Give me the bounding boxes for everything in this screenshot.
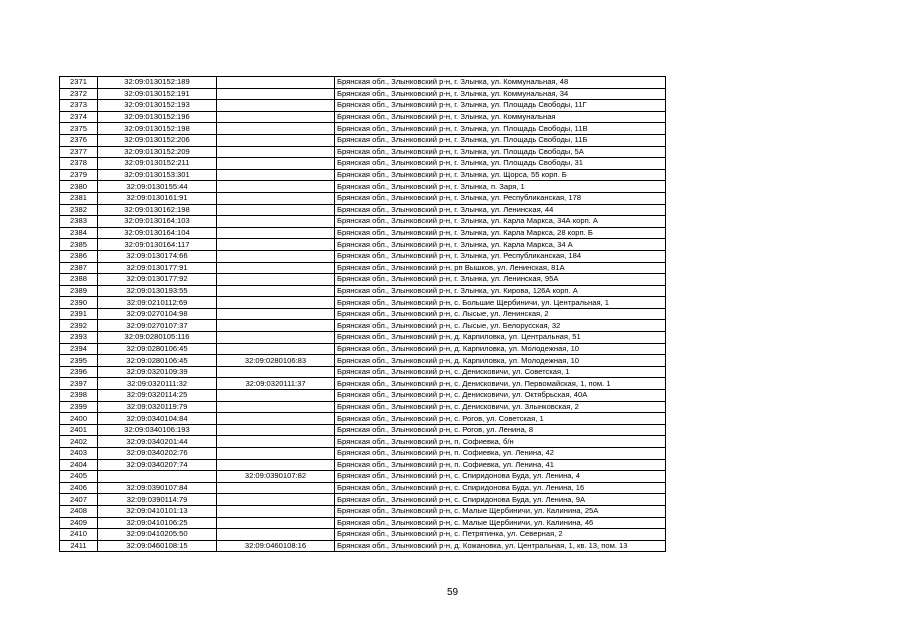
row-number-cell: 2398 [60, 390, 98, 402]
address-cell: Брянская обл., Злынковский р-н, д. Карпиловка, ул. Молодежная, 10 [335, 343, 666, 355]
table-row [60, 529, 666, 541]
cadastral-number-cell: 32:09:0460108:15 [98, 540, 217, 552]
cadastral-number-cell: 32:09:0210112:69 [98, 297, 217, 309]
address-cell: Брянская обл., Злынковский р-н, г. Злынка, ул. Коммунальная, 34 [335, 88, 666, 100]
table-row [60, 100, 666, 112]
row-number-cell: 2381 [60, 192, 98, 204]
row-number-cell: 2374 [60, 111, 98, 123]
address-cell: Брянская обл., Злынковский р-н, г. Злынка, ул. Коммунальная [335, 111, 666, 123]
row-number-cell: 2394 [60, 343, 98, 355]
address-cell: Брянская обл., Злынковский р-н, г. Злынка, ул. Коммунальная, 48 [335, 77, 666, 89]
linked-cadastral-number-cell [217, 88, 335, 100]
cadastral-number-cell: 32:09:0390107:84 [98, 482, 217, 494]
linked-cadastral-number-cell [217, 413, 335, 425]
table-row [60, 424, 666, 436]
address-cell: Брянская обл., Злынковский р-н, с. Спиридонова Буда, ул. Ленина, 16 [335, 482, 666, 494]
address-cell: Брянская обл., Злынковский р-н, д. Карпиловка, ул. Центральная, 51 [335, 332, 666, 344]
linked-cadastral-number-cell [217, 517, 335, 529]
cadastral-number-cell: 32:09:0130153:301 [98, 169, 217, 181]
linked-cadastral-number-cell [217, 134, 335, 146]
address-cell: Брянская обл., Злынковский р-н, г. Злынка, ул. Карла Маркса, 34А корп. А [335, 216, 666, 228]
row-number-cell: 2393 [60, 332, 98, 344]
row-number-cell: 2397 [60, 378, 98, 390]
row-number-cell: 2372 [60, 88, 98, 100]
row-number-cell: 2371 [60, 77, 98, 89]
address-cell: Брянская обл., Злынковский р-н, г. Злынка, п. Заря, 1 [335, 181, 666, 193]
row-number-cell: 2392 [60, 320, 98, 332]
row-number-cell: 2387 [60, 262, 98, 274]
address-cell: Брянская обл., Злынковский р-н, г. Злынка, ул. Площадь Свободы, 11В [335, 123, 666, 135]
row-number-cell: 2380 [60, 181, 98, 193]
table-row [60, 250, 666, 262]
linked-cadastral-number-cell [217, 332, 335, 344]
cadastral-number-cell: 32:09:0320109:39 [98, 366, 217, 378]
property-table [59, 76, 666, 552]
table-row [60, 111, 666, 123]
table-row [60, 297, 666, 309]
cadastral-number-cell: 32:09:0130193:55 [98, 285, 217, 297]
linked-cadastral-number-cell [217, 529, 335, 541]
linked-cadastral-number-cell [217, 169, 335, 181]
address-cell: Брянская обл., Злынковский р-н, с. Рогов, ул. Ленина, 8 [335, 424, 666, 436]
linked-cadastral-number-cell [217, 250, 335, 262]
address-cell: Брянская обл., Злынковский р-н, д. Карпиловка, ул. Молодежная, 10 [335, 355, 666, 367]
address-cell: Брянская обл., Злынковский р-н, с. Лысые, ул. Ленинская, 2 [335, 308, 666, 320]
cadastral-number-cell: 32:09:0340202:76 [98, 448, 217, 460]
table-row [60, 494, 666, 506]
row-number-cell: 2388 [60, 274, 98, 286]
row-number-cell: 2382 [60, 204, 98, 216]
address-cell: Брянская обл., Злынковский р-н, г. Злынка, ул. Ленинская, 44 [335, 204, 666, 216]
linked-cadastral-number-cell [217, 158, 335, 170]
linked-cadastral-number-cell [217, 146, 335, 158]
linked-cadastral-number-cell [217, 262, 335, 274]
address-cell: Брянская обл., Злынковский р-н, г. Злынка, ул. Карла Маркса, 34 А [335, 239, 666, 251]
table-row [60, 517, 666, 529]
table-row [60, 262, 666, 274]
cadastral-number-cell: 32:09:0340106:193 [98, 424, 217, 436]
cadastral-number-cell: 32:09:0130164:103 [98, 216, 217, 228]
table-row [60, 227, 666, 239]
linked-cadastral-number-cell [217, 100, 335, 112]
linked-cadastral-number-cell [217, 390, 335, 402]
linked-cadastral-number-cell [217, 436, 335, 448]
table-row [60, 505, 666, 517]
address-cell: Брянская обл., Злынковский р-н, с. Малые Щербиничи, ул. Калинина, 25А [335, 505, 666, 517]
address-cell: Брянская обл., Злынковский р-н, с. Большие Щербиничи, ул. Центральная, 1 [335, 297, 666, 309]
cadastral-number-cell: 32:09:0340104:84 [98, 413, 217, 425]
table-row [60, 413, 666, 425]
table-row [60, 239, 666, 251]
cadastral-number-cell: 32:09:0280105:116 [98, 332, 217, 344]
table-row [60, 308, 666, 320]
cadastral-number-cell: 32:09:0410101:13 [98, 505, 217, 517]
page-number: 59 [446, 587, 459, 598]
cadastral-number-cell: 32:09:0390114:79 [98, 494, 217, 506]
cadastral-number-cell: 32:09:0320119:79 [98, 401, 217, 413]
address-cell: Брянская обл., Злынковский р-н, г. Злынка, ул. Площадь Свободы, 11Б [335, 134, 666, 146]
table-row [60, 378, 666, 390]
row-number-cell: 2386 [60, 250, 98, 262]
row-number-cell: 2395 [60, 355, 98, 367]
row-number-cell: 2390 [60, 297, 98, 309]
linked-cadastral-number-cell [217, 192, 335, 204]
address-cell: Брянская обл., Злынковский р-н, г. Злынка, ул. Щорса, 55 корп. Б [335, 169, 666, 181]
row-number-cell: 2384 [60, 227, 98, 239]
table-row [60, 540, 666, 552]
linked-cadastral-number-cell: 32:09:0280106:83 [217, 355, 335, 367]
table-row [60, 158, 666, 170]
linked-cadastral-number-cell [217, 459, 335, 471]
row-number-cell: 2408 [60, 505, 98, 517]
table-row [60, 274, 666, 286]
row-number-cell: 2379 [60, 169, 98, 181]
row-number-cell: 2402 [60, 436, 98, 448]
row-number-cell: 2409 [60, 517, 98, 529]
table-row [60, 332, 666, 344]
table-row [60, 448, 666, 460]
address-cell: Брянская обл., Злынковский р-н, г. Злынка, ул. Республиканская, 178 [335, 192, 666, 204]
table-row [60, 181, 666, 193]
table-row [60, 436, 666, 448]
address-cell: Брянская обл., Злынковский р-н, п. Софиевка, ул. Ленина, 42 [335, 448, 666, 460]
cadastral-number-cell [98, 471, 217, 483]
row-number-cell: 2404 [60, 459, 98, 471]
row-number-cell: 2396 [60, 366, 98, 378]
cadastral-number-cell: 32:09:0270107:37 [98, 320, 217, 332]
linked-cadastral-number-cell [217, 494, 335, 506]
table-row [60, 204, 666, 216]
cadastral-number-cell: 32:09:0130155:44 [98, 181, 217, 193]
linked-cadastral-number-cell [217, 343, 335, 355]
address-cell: Брянская обл., Злынковский р-н, с. Лысые, ул. Белорусская, 32 [335, 320, 666, 332]
linked-cadastral-number-cell [217, 482, 335, 494]
cadastral-number-cell: 32:09:0130152:191 [98, 88, 217, 100]
cadastral-number-cell: 32:09:0130174:66 [98, 250, 217, 262]
address-cell: Брянская обл., Злынковский р-н, с. Спиридонова Буда, ул. Ленина, 9А [335, 494, 666, 506]
row-number-cell: 2391 [60, 308, 98, 320]
cadastral-number-cell: 32:09:0340201:44 [98, 436, 217, 448]
table-row [60, 216, 666, 228]
table-row [60, 390, 666, 402]
cadastral-number-cell: 32:09:0340207:74 [98, 459, 217, 471]
linked-cadastral-number-cell [217, 505, 335, 517]
cadastral-number-cell: 32:09:0130152:196 [98, 111, 217, 123]
table-row [60, 320, 666, 332]
cadastral-number-cell: 32:09:0130161:91 [98, 192, 217, 204]
cadastral-number-cell: 32:09:0280106:45 [98, 355, 217, 367]
address-cell: Брянская обл., Злынковский р-н, с. Рогов, ул. Советская, 1 [335, 413, 666, 425]
address-cell: Брянская обл., Злынковский р-н, г. Злынка, ул. Ленинская, 95А [335, 274, 666, 286]
cadastral-number-cell: 32:09:0130164:104 [98, 227, 217, 239]
row-number-cell: 2375 [60, 123, 98, 135]
row-number-cell: 2389 [60, 285, 98, 297]
linked-cadastral-number-cell [217, 274, 335, 286]
property-table-body [60, 77, 666, 552]
row-number-cell: 2403 [60, 448, 98, 460]
row-number-cell: 2411 [60, 540, 98, 552]
table-row [60, 471, 666, 483]
cadastral-number-cell: 32:09:0130152:189 [98, 77, 217, 89]
table-row [60, 482, 666, 494]
cadastral-number-cell: 32:09:0280106:45 [98, 343, 217, 355]
address-cell: Брянская обл., Злынковский р-н, г. Злынка, ул. Карла Маркса, 28 корп. Б [335, 227, 666, 239]
linked-cadastral-number-cell [217, 401, 335, 413]
linked-cadastral-number-cell [217, 424, 335, 436]
table-row [60, 146, 666, 158]
cadastral-number-cell: 32:09:0410205:50 [98, 529, 217, 541]
table-row [60, 366, 666, 378]
cadastral-number-cell: 32:09:0130152:211 [98, 158, 217, 170]
cadastral-number-cell: 32:09:0130162:198 [98, 204, 217, 216]
linked-cadastral-number-cell [217, 366, 335, 378]
linked-cadastral-number-cell [217, 308, 335, 320]
cadastral-number-cell: 32:09:0130152:209 [98, 146, 217, 158]
row-number-cell: 2405 [60, 471, 98, 483]
linked-cadastral-number-cell [217, 216, 335, 228]
table-row [60, 343, 666, 355]
address-cell: Брянская обл., Злынковский р-н, с. Денисковичи, ул. Советская, 1 [335, 366, 666, 378]
table-row [60, 123, 666, 135]
cadastral-number-cell: 32:09:0320114:25 [98, 390, 217, 402]
linked-cadastral-number-cell [217, 77, 335, 89]
address-cell: Брянская обл., Злынковский р-н, г. Злынка, ул. Республиканская, 184 [335, 250, 666, 262]
table-row [60, 459, 666, 471]
linked-cadastral-number-cell: 32:09:0320111:37 [217, 378, 335, 390]
address-cell: Брянская обл., Злынковский р-н, г. Злынка, ул. Кирова, 126А корп. А [335, 285, 666, 297]
address-cell: Брянская обл., Злынковский р-н, г. Злынка, ул. Площадь Свободы, 31 [335, 158, 666, 170]
table-row [60, 285, 666, 297]
table-row [60, 134, 666, 146]
row-number-cell: 2383 [60, 216, 98, 228]
address-cell: Брянская обл., Злынковский р-н, с. Денисковичи, ул. Первомайская, 1, пом. 1 [335, 378, 666, 390]
linked-cadastral-number-cell [217, 448, 335, 460]
linked-cadastral-number-cell [217, 123, 335, 135]
linked-cadastral-number-cell [217, 297, 335, 309]
row-number-cell: 2376 [60, 134, 98, 146]
table-row [60, 192, 666, 204]
row-number-cell: 2400 [60, 413, 98, 425]
table-row [60, 355, 666, 367]
cadastral-number-cell: 32:09:0320111:32 [98, 378, 217, 390]
linked-cadastral-number-cell [217, 285, 335, 297]
row-number-cell: 2410 [60, 529, 98, 541]
cadastral-number-cell: 32:09:0410106:25 [98, 517, 217, 529]
cadastral-number-cell: 32:09:0130177:92 [98, 274, 217, 286]
table-row [60, 77, 666, 89]
linked-cadastral-number-cell [217, 204, 335, 216]
linked-cadastral-number-cell [217, 181, 335, 193]
address-cell: Брянская обл., Злынковский р-н, с. Денисковичи, ул. Злынковская, 2 [335, 401, 666, 413]
row-number-cell: 2399 [60, 401, 98, 413]
address-cell: Брянская обл., Злынковский р-н, д. Кожановка, ул. Центральная, 1, кв. 13, пом. 13 [335, 540, 666, 552]
cadastral-number-cell: 32:09:0130164:117 [98, 239, 217, 251]
address-cell: Брянская обл., Злынковский р-н, с. Петрятинка, ул. Северная, 2 [335, 529, 666, 541]
row-number-cell: 2401 [60, 424, 98, 436]
address-cell: Брянская обл., Злынковский р-н, с. Малые Щербиничи, ул. Калинина, 46 [335, 517, 666, 529]
cadastral-number-cell: 32:09:0130152:206 [98, 134, 217, 146]
linked-cadastral-number-cell [217, 227, 335, 239]
row-number-cell: 2385 [60, 239, 98, 251]
row-number-cell: 2407 [60, 494, 98, 506]
linked-cadastral-number-cell: 32:09:0460108:16 [217, 540, 335, 552]
table-row [60, 169, 666, 181]
linked-cadastral-number-cell [217, 320, 335, 332]
row-number-cell: 2377 [60, 146, 98, 158]
cadastral-number-cell: 32:09:0130177:91 [98, 262, 217, 274]
address-cell: Брянская обл., Злынковский р-н, рп Вышков, ул. Ленинская, 81А [335, 262, 666, 274]
table-row [60, 88, 666, 100]
address-cell: Брянская обл., Злынковский р-н, с. Спиридонова Буда, ул. Ленина, 4 [335, 471, 666, 483]
address-cell: Брянская обл., Злынковский р-н, с. Денисковичи, ул. Октябрьская, 40А [335, 390, 666, 402]
address-cell: Брянская обл., Злынковский р-н, п. Софиевка, ул. Ленина, 41 [335, 459, 666, 471]
linked-cadastral-number-cell [217, 239, 335, 251]
linked-cadastral-number-cell: 32:09:0390107:82 [217, 471, 335, 483]
address-cell: Брянская обл., Злынковский р-н, г. Злынка, ул. Площадь Свободы, 11Г [335, 100, 666, 112]
row-number-cell: 2406 [60, 482, 98, 494]
cadastral-number-cell: 32:09:0130152:193 [98, 100, 217, 112]
row-number-cell: 2373 [60, 100, 98, 112]
cadastral-number-cell: 32:09:0130152:198 [98, 123, 217, 135]
address-cell: Брянская обл., Злынковский р-н, п. Софиевка, б/н [335, 436, 666, 448]
cadastral-number-cell: 32:09:0270104:98 [98, 308, 217, 320]
linked-cadastral-number-cell [217, 111, 335, 123]
table-row [60, 401, 666, 413]
row-number-cell: 2378 [60, 158, 98, 170]
address-cell: Брянская обл., Злынковский р-н, г. Злынка, ул. Площадь Свободы, 5А [335, 146, 666, 158]
